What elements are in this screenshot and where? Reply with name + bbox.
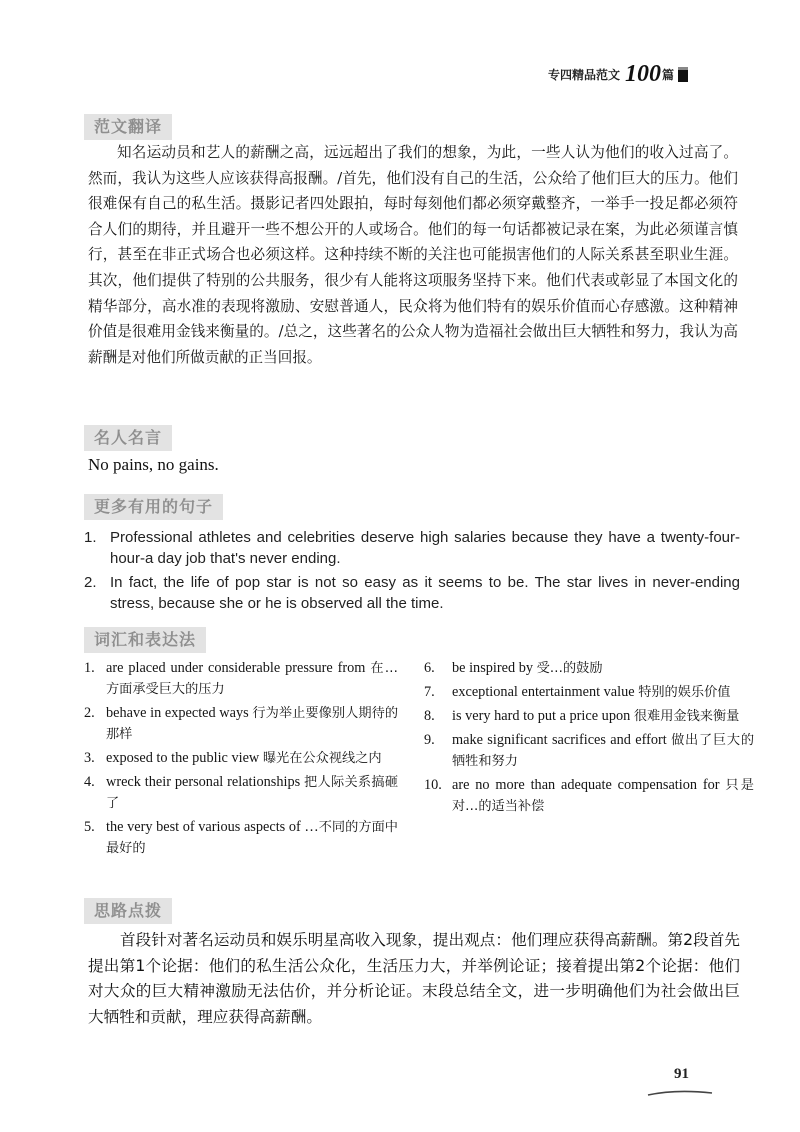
quote-text: No pains, no gains.	[88, 455, 219, 474]
item-number: 7.	[424, 684, 435, 700]
list-item	[424, 682, 754, 703]
page-swoosh-icon	[646, 1088, 716, 1098]
header-number: 100	[625, 60, 662, 87]
vocab-chinese: 把人际关系搞砸了	[106, 775, 399, 811]
list-item	[84, 772, 398, 814]
item-number: 3.	[84, 750, 95, 766]
list-item	[84, 658, 398, 700]
list-item	[84, 703, 398, 745]
list-item	[424, 706, 754, 727]
section-title-analysis: 思路点拨	[84, 898, 172, 924]
vocab-list-left	[84, 658, 398, 862]
list-item	[424, 775, 754, 817]
vocab-chinese: 特别的娱乐价值	[638, 685, 731, 700]
vocab-chinese: 受…的鼓励	[536, 661, 603, 676]
item-number: 6.	[424, 660, 435, 676]
header-suffix: 篇	[662, 67, 675, 82]
section-title-quote: 名人名言	[84, 425, 172, 451]
item-number: 9.	[424, 732, 435, 748]
section-title-sentences: 更多有用的句子	[84, 494, 223, 520]
vocab-chinese: 只是对…的适当补偿	[452, 778, 754, 814]
list-item	[424, 730, 754, 772]
vocab-english: is very hard to put a price upon	[452, 708, 631, 724]
vocab-chinese: 做出了巨大的牺牲和努力	[452, 733, 755, 769]
list-item	[84, 572, 740, 614]
item-number: 1.	[84, 660, 95, 676]
running-header	[548, 62, 688, 86]
vocab-english: make significant sacrifices and effort	[452, 732, 667, 748]
item-text: In fact, the life of pop star is not so easy as it seems to be. The star lives in never-ending stress, because she or he is observed all the time.	[110, 574, 740, 612]
vocab-list-right	[424, 658, 754, 820]
sentence-list	[84, 527, 740, 617]
item-number: 2.	[84, 705, 95, 721]
vocab-chinese: 曝光在公众视线之内	[262, 751, 382, 766]
header-label: 专四精品范文	[548, 67, 621, 82]
item-number: 10.	[424, 777, 442, 793]
item-number: 1.	[84, 529, 97, 546]
section-title-translation: 范文翻译	[84, 114, 172, 140]
vocab-english: are placed under considerable pressure from	[106, 660, 366, 676]
item-number: 8.	[424, 708, 435, 724]
vocab-english: exceptional entertainment value	[452, 684, 635, 700]
vocab-english: behave in expected ways	[106, 705, 249, 721]
page-number: 91	[674, 1066, 689, 1082]
item-number: 5.	[84, 819, 95, 835]
list-item	[424, 658, 754, 679]
item-number: 4.	[84, 774, 95, 790]
list-item	[84, 817, 398, 859]
vocab-chinese: 不同的方面中最好的	[106, 820, 398, 856]
vocab-english: be inspired by	[452, 660, 533, 676]
item-number: 2.	[84, 574, 97, 591]
list-item	[84, 527, 740, 569]
vocab-english: are no more than adequate compensation for	[452, 777, 720, 793]
vocab-chinese: 很难用金钱来衡量	[633, 709, 740, 724]
analysis-paragraph: 首段针对著名运动员和娱乐明星高收入现象，提出观点：他们理应获得高薪酬。第2段首先提出第1个论据：他们的私生活公众化，生活压力大，并举例论证；接着提出第2个论据：他们对大众的巨大精神激励无法估价，并分析论证。末段总结全文，进一步明确他们为社会做出巨大牺牲和贡献，理应获得高薪酬。	[88, 931, 740, 1026]
vocab-english: the very best of various aspects of …	[106, 819, 319, 835]
vocab-chinese: 行为举止要像别人期待的那样	[106, 706, 399, 742]
vocab-english: exposed to the public view	[106, 750, 260, 766]
vocab-chinese: 在…方面承受巨大的压力	[106, 661, 398, 697]
translation-paragraph: 知名运动员和艺人的薪酬之高，远远超出了我们的想象，为此，一些人认为他们的收入过高了。然而，我认为这些人应该获得高报酬。/首先，他们没有自己的生活，公众给了他们巨大的压力。他们很难保有自己的私生活。摄影记者四处跟拍，每时每刻他们都必须穿戴整齐，一举手一投足都必须符合人们的期待，并且避开一些不想公开的人或场合。他们的每一句话都被记录在案，为此必须谨言慎行，甚至在非正式场合也必须这样。这种持续不断的关注也可能损害他们的人际关系甚至职业生涯。其次，他们提供了特别的公共服务，很少有人能将这项服务坚持下来。他们代表或彰显了本国文化的精华部分，高水准的表现将激励、安慰普通人，民众将为他们特有的娱乐价值而心存感激。这种精神价值是很难用金钱来衡量的。/总之，这些著名的公众人物为造福社会做出巨大牺牲和努力，我认为高薪酬是对他们所做贡献的正当回报。	[88, 144, 738, 366]
section-title-vocabulary: 词汇和表达法	[84, 627, 206, 653]
header-mark-icon	[678, 67, 688, 82]
list-item	[84, 748, 398, 769]
item-text: Professional athletes and celebrities deserve high salaries because they have a twenty-four-hour-a day job that's never ending.	[110, 529, 740, 567]
vocab-english: wreck their personal relationships	[106, 774, 301, 790]
